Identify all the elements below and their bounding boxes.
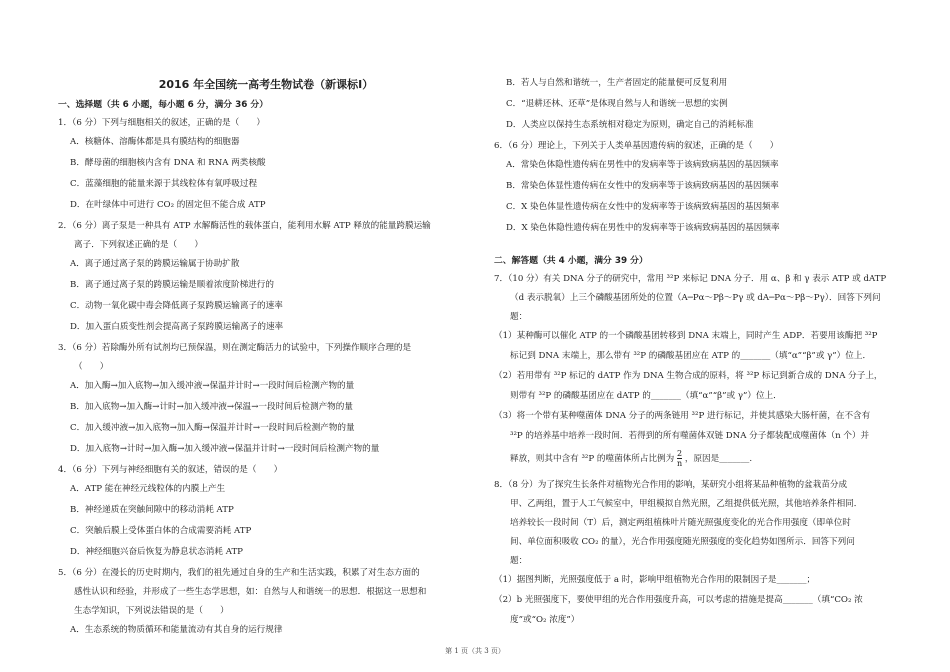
q7-part3-a: （3）将一个带有某种噬菌体 DNA 分子的两条链用 ³²P 进行标记，并使其感染大肠杆菌，在不含有: [494, 411, 871, 421]
question-line: 离子．下列叙述正确的是（ ）: [74, 240, 203, 250]
q8-line-5: 题：: [510, 556, 528, 566]
answer-option: C．突触后膜上受体蛋白体的合成需要消耗 ATP: [70, 526, 252, 536]
answer-option: B．加入底物→加入酶→计时→加入缓冲液→保温→一段时间后检测产物的量: [70, 402, 353, 412]
answer-option: A．加入酶→加入底物→加入缓冲液→保温并计时→一段时间后检测产物的量: [70, 381, 355, 391]
q7-part1-a: （1）某种酶可以催化 ATP 的一个磷酸基团转移到 DNA 末端上，同时产生 ADP．若要用该酶把 ³²P: [494, 331, 878, 341]
question-line: 6．（6 分）理论上，下列关于人类单基因遗传病的叙述，正确的是（ ）: [494, 141, 779, 151]
q8-part2-b: 度”或“O₂ 浓度”）: [510, 615, 580, 625]
section-heading-answer: 二、解答题（共 4 小题，满分 39 分）: [494, 256, 648, 266]
answer-option: A．常染色体隐性遗传病在男性中的发病率等于该病致病基因的基因频率: [506, 160, 779, 170]
question-line: 生态学知识，下列说法错误的是（ ）: [74, 606, 229, 616]
question-line: 5．（6 分）在漫长的历史时期内，我们的祖先通过自身的生产和生活实践，积累了对生态方面的: [58, 568, 420, 578]
answer-option: D．神经细胞兴奋后恢复为静息状态消耗 ATP: [70, 547, 243, 557]
answer-option: C．X 染色体显性遗传病在女性中的发病率等于该病致病基因的基因频率: [506, 202, 780, 212]
question-line: 感性认识和经验，并形成了一些生态学思想，如：自然与人和谐统一的思想．根据这一思想和: [74, 587, 427, 597]
answer-option: D．在叶绿体中可进行 CO₂ 的固定但不能合成 ATP: [70, 200, 266, 210]
q8-line-4: 间、单位面积吸收 CO₂ 的量），光合作用强度随光照强度的变化趋势如图所示．回答下列问: [510, 537, 855, 547]
question-line: 4．（6 分）下列与神经细胞有关的叙述，错误的是（ ）: [58, 465, 283, 475]
q7-line-1: 7．（10 分）有关 DNA 分子的研究中，常用 ³²P 来标记 DNA 分子．用 α、β 和 γ 表示 ATP 或 dATP: [494, 274, 887, 284]
answer-option: B．酵母菌的细胞核内含有 DNA 和 RNA 两类核酸: [70, 158, 266, 168]
q8-line-2: 甲、乙两组，置于人工气候室中，甲组模拟自然光照，乙组提供低光照，其他培养条件相同．: [510, 499, 863, 509]
left-column: [58, 0, 474, 644]
question-line: （ ）: [74, 362, 109, 372]
q8-line-3: 培养较长一段时间（T）后，测定两组植株叶片随光照强度变化的光合作用强度（即单位时: [510, 518, 851, 528]
answer-option: B．离子通过离子泵的跨膜运输是顺着浓度阶梯进行的: [70, 280, 274, 290]
answer-option: D．加入底物→计时→加入酶→加入缓冲液→保温并计时→一段时间后检测产物的量: [70, 444, 380, 454]
q7-line-3: 题：: [510, 312, 528, 322]
answer-option: B．常染色体显性遗传病在女性中的发病率等于该病致病基因的基因频率: [506, 181, 779, 191]
answer-option: B．若人与自然和谐统一，生产者固定的能量便可反复利用: [506, 78, 728, 88]
q7-part3-c: [494, 449, 900, 468]
page-title: 2016 年全国统一高考生物试卷（新课标Ⅰ）: [158, 78, 374, 91]
q7-line-2: （d 表示脱氧）上三个磷酸基团所处的位置（A─Pα～Pβ～Pγ 或 dA─Pα～Pβ～Pγ）．回答下列问: [510, 293, 881, 303]
right-question-list: [494, 76, 900, 235]
fraction-denominator: n: [676, 459, 683, 468]
left-question-list: [58, 116, 474, 637]
section-heading-choice: 一、选择题（共 6 小题，每小题 6 分，满分 36 分）: [58, 100, 269, 110]
answer-option: B．神经递质在突触间隙中的移动消耗 ATP: [70, 505, 234, 515]
q7-part3-b: ³²P 的培养基中培养一段时间．若得到的所有噬菌体双链 DNA 分子都装配成噬菌体（n 个）并: [510, 431, 870, 441]
q7-part3-c-post: ，原因是_______.: [684, 454, 753, 464]
question-line: 1．（6 分）下列与细胞相关的叙述，正确的是（ ）: [58, 118, 266, 128]
q7-part1-b: 标记到 DNA 末端上，那么带有 ³²P 的磷酸基团应在 ATP 的_______（填“α”“β”或 γ”）位上．: [510, 351, 872, 361]
fraction-numerator: 2: [677, 449, 683, 458]
q7-part2-b: 则带有 ³²P 的磷酸基团应在 dATP 的_______（填“α”“β”或 γ”）位上．: [510, 391, 782, 401]
answer-option: D．X 染色体隐性遗传病在男性中的发病率等于该病致病基因的基因频率: [506, 223, 780, 233]
question-line: 2．（6 分）离子泵是一种具有 ATP 水解酶活性的载体蛋白，能利用水解 ATP 释放的能量跨膜运输: [58, 221, 431, 231]
fraction-2-over-n: [677, 449, 682, 468]
answer-option: A．生态系统的物质循环和能量流动有其自身的运行规律: [70, 625, 283, 635]
answer-option: D．加入蛋白质变性剂会提高离子泵跨膜运输离子的速率: [70, 322, 284, 332]
answer-option: C．加入缓冲液→加入底物→加入酶→保温并计时→一段时间后检测产物的量: [70, 423, 355, 433]
question-line: 3．（6 分）若除酶外所有试剂均已预保温，则在测定酶活力的试验中，下列操作顺序合理的是: [58, 343, 412, 353]
answer-option: A．ATP 能在神经元线粒体的内膜上产生: [70, 484, 226, 494]
answer-option: C．蓝藻细胞的能量来源于其线粒体有氧呼吸过程: [70, 179, 258, 189]
answer-option: A．离子通过离子泵的跨膜运输属于协助扩散: [70, 259, 240, 269]
answer-option: C．动物一氧化碳中毒会降低离子泵跨膜运输离子的速率: [70, 301, 283, 311]
answer-option: A．核糖体、溶酶体都是具有膜结构的细胞器: [70, 137, 240, 147]
q8-part2-a: （2）b 光照强度下，要使甲组的光合作用强度升高，可以考虑的措施是提高_______（填“CO₂ 浓: [494, 595, 863, 605]
answer-option: C．“退耕还林、还草”是体现自然与人和谐统一思想的实例: [506, 99, 728, 109]
q7-part3-c-pre: 释放，则其中含有 ³²P 的噬菌体所占比例为: [510, 454, 675, 464]
page-footer: 第 1 页（共 3 页）: [445, 647, 505, 655]
q8-part1: （1）据图判断，光照强度低于 a 时，影响甲组植物光合作用的限制因子是_______；: [494, 575, 816, 585]
q8-line-1: 8．（8 分）为了探究生长条件对植物光合作用的影响，某研究小组将某品种植物的盆栽苗分成: [494, 480, 848, 490]
q7-part2-a: （2）若用带有 ³²P 标记的 dATP 作为 DNA 生物合成的原料，将 ³²P 标记到新合成的 DNA 分子上，: [494, 371, 883, 381]
right-column: [494, 0, 900, 633]
answer-option: D．人类应以保持生态系统相对稳定为原则，确定自己的消耗标准: [506, 120, 754, 130]
